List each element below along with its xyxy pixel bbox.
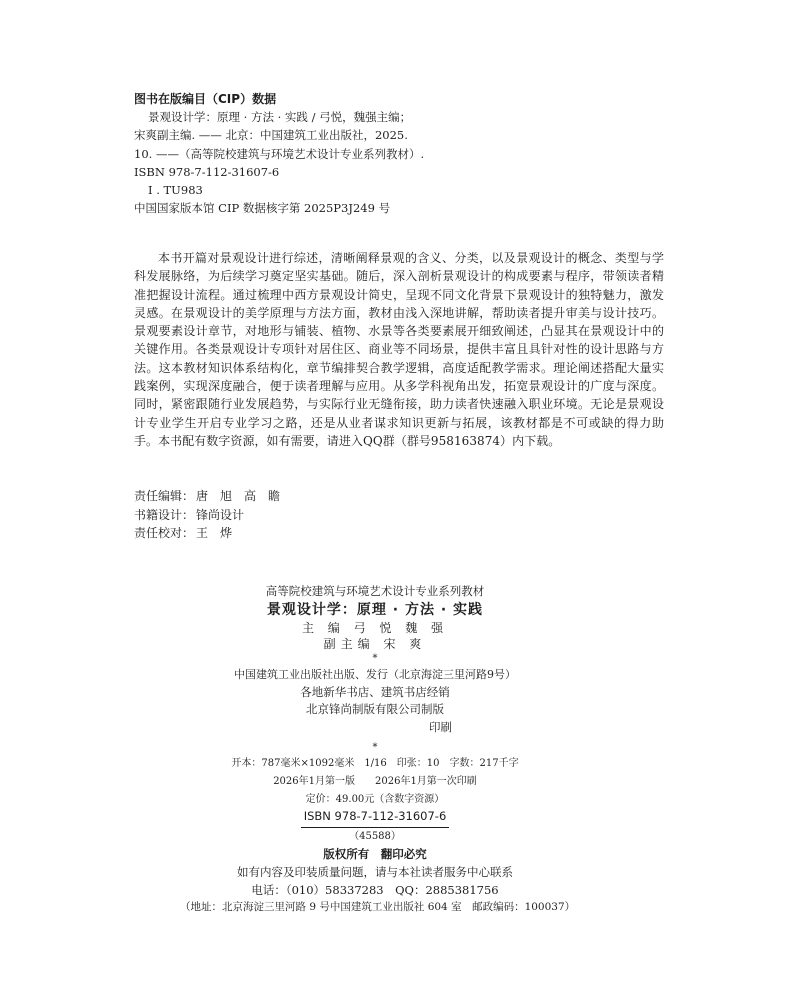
- credit-value: 锋尚设计: [196, 507, 245, 522]
- cip-line-2: 宋爽副主编. —— 北京：中国建筑工业出版社，2025.: [134, 128, 408, 143]
- cip-line-1: 景观设计学：原理 · 方法 · 实践 / 弓悦，魏强主编；: [148, 110, 412, 125]
- credit-book-design: [134, 506, 280, 525]
- credit-value: 王 烨: [196, 526, 233, 540]
- contact-phone: 电话：（010）58337283 QQ：2885381756: [251, 882, 499, 897]
- credit-label: 书籍设计：: [134, 507, 195, 522]
- book-summary: [134, 249, 664, 450]
- typesetter-line: 北京锋尚制版有限公司制版: [306, 702, 444, 717]
- credit-label: 责任校对：: [134, 526, 195, 540]
- cip-line-isbn: ISBN 978-7-112-31607-6: [134, 164, 280, 179]
- colophon: [180, 583, 576, 917]
- credit-proofreader: [134, 524, 280, 543]
- credit-value: 唐 旭 高 瞻: [196, 489, 281, 503]
- price-line: 定价：49.00元（含数字资源）: [305, 793, 445, 805]
- credit-label: 责任编辑：: [134, 489, 195, 503]
- separator-star: *: [372, 741, 378, 753]
- editorial-credits: [134, 487, 280, 543]
- publisher-address: （地址：北京海淀三里河路 9 号中国建筑工业出版社 604 室 邮政编码：100037）: [180, 901, 576, 914]
- isbn-row: [180, 808, 570, 828]
- cip-line-3: 10. ——（高等院校建筑与环境艺术设计专业系列教材）.: [134, 146, 425, 161]
- publisher-line: 中国建筑工业出版社出版、发行（北京海淀三里河路9号）: [234, 667, 516, 681]
- associate-editor: 副主编 宋 爽: [323, 636, 427, 651]
- separator-star: *: [372, 652, 378, 664]
- copyright-notice: 版权所有 翻印必究: [323, 846, 427, 861]
- print-code: （45588）: [349, 831, 401, 843]
- cip-heading: 图书在版编目（CIP）数据: [134, 92, 277, 106]
- distributor-line: 各地新华书店、建筑书店经销: [300, 684, 450, 699]
- chief-editors: 主 编 弓 悦 魏 强: [301, 620, 449, 635]
- cip-line-classification: Ⅰ . TU983: [148, 183, 203, 198]
- format-specs: 开本：787毫米×1092毫米 1/16 印张：10 字数：217千字: [231, 757, 519, 769]
- printer-line: 印刷: [429, 720, 452, 735]
- summary-paragraph: 本书开篇对景观设计进行综述，清晰阐释景观的含义、分类，以及景观设计的概念、类型与学科发展脉络，为后续学习奠定坚实基础。随后，深入剖析景观设计的构成要素与程序，带领读者精准把握设计流程。通过梳理中西方景观设计简史，呈现不同文化背景下景观设计的独特魅力，激发灵感。在景观设计的美学原理与方法方面，教材由浅入深地讲解，帮助读者提升审美与设计技巧。景观要素设计章节，对地形与铺装、植物、水景等各类要素展开细致阐述，凸显其在景观设计中的关键作用。各类景观设计专项针对居住区、商业等不同场景，提供丰富且具针对性的设计思路与方法。这本教材知识体系结构化，章节编排契合教学逻辑，高度适配教学需求。理论阐述搭配大量实践案例，实现深度融合，便于读者理解与应用。从多学科视角出发，拓宽景观设计的广度与深度。同时，紧密跟随行业发展趋势，与实际行业无缝衔接，助力读者快速融入职业环境。无论是景观设计专业学生开启专业学习之路，还是从业者谋求知识更新与拓展，该教材都是不可或缺的得力助手。本书配有数字资源，如有需要，请进入QQ群（群号958163874）内下载。: [134, 251, 664, 448]
- book-title: 景观设计学：原理 · 方法 · 实践: [266, 601, 484, 618]
- service-notice: 如有内容及印装质量问题，请与本社读者服务中心联系: [237, 864, 513, 879]
- isbn-number: ISBN 978-7-112-31607-6: [301, 808, 450, 828]
- series-name: 高等院校建筑与环境艺术设计专业系列教材: [265, 584, 485, 598]
- cip-block: [134, 90, 424, 217]
- edition-info: 2026年1月第一版 2026年1月第一次印刷: [273, 775, 477, 787]
- cip-line-verification: 中国国家版本馆 CIP 数据核字第 2025P3J249 号: [134, 201, 391, 216]
- credit-responsible-editor: [134, 487, 280, 506]
